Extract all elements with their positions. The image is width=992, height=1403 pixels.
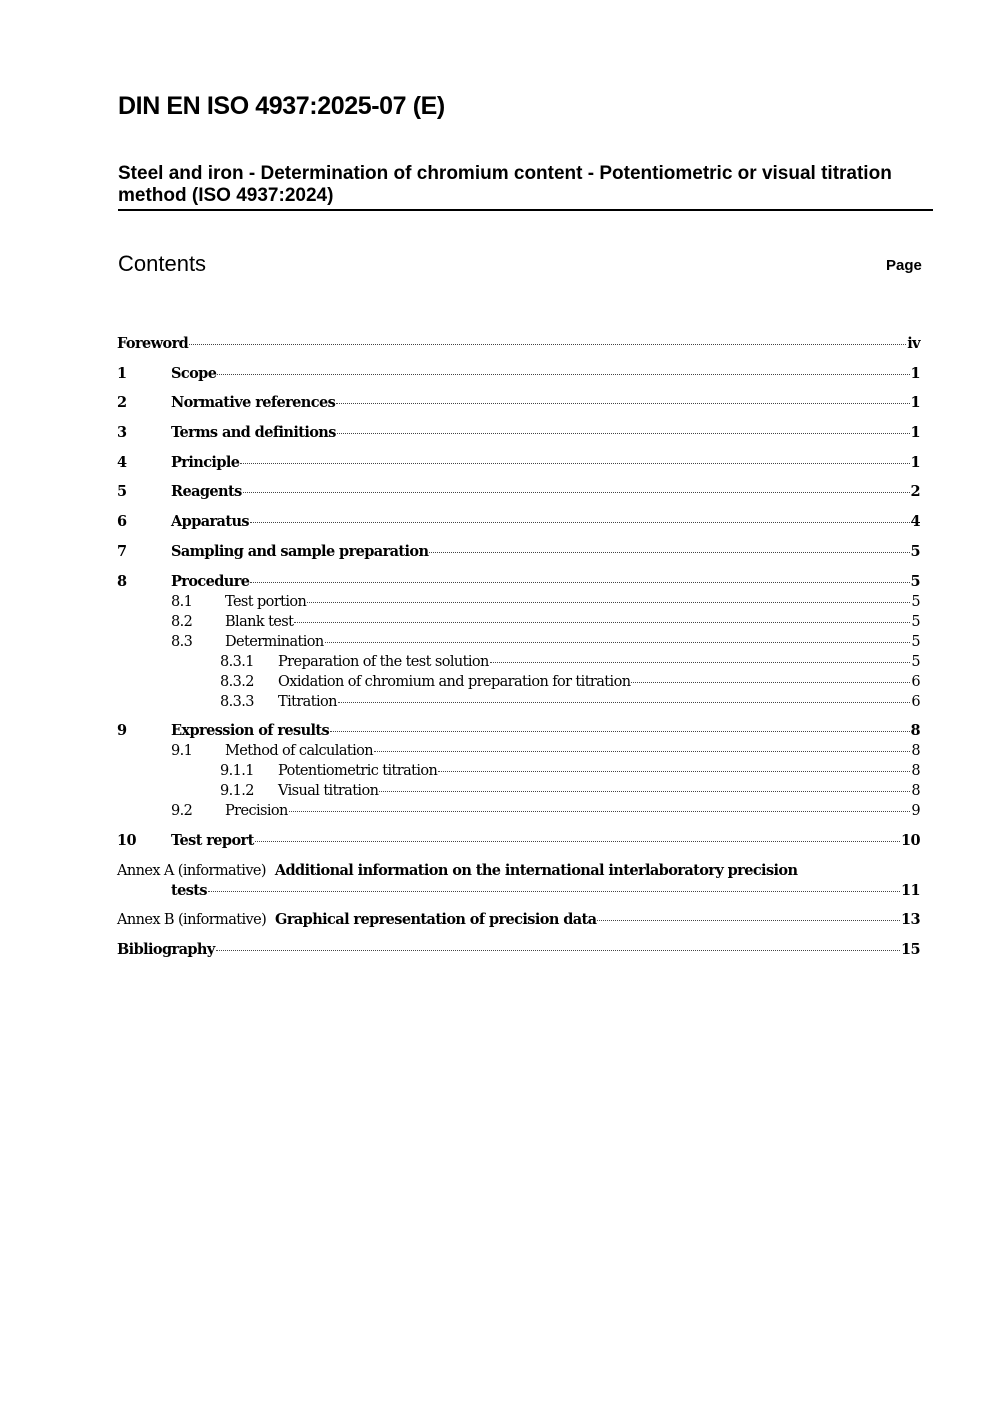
toc-label: Apparatus bbox=[171, 513, 249, 531]
toc-number: 9.1 bbox=[171, 743, 193, 760]
contents-heading: Contents bbox=[118, 251, 207, 276]
annex-a-prefix: Annex A (informative) bbox=[117, 862, 266, 879]
toc-number: 8.2 bbox=[171, 613, 193, 630]
annex-a-first-line bbox=[117, 861, 920, 881]
toc-label: Precision bbox=[225, 803, 288, 820]
dot-leader bbox=[330, 731, 909, 732]
toc-number: 8.3.2 bbox=[220, 673, 254, 690]
toc-number: 6 bbox=[117, 513, 127, 531]
toc-entry-preparation-test-solution[interactable] bbox=[117, 652, 920, 672]
toc-entry-visual-titration[interactable] bbox=[117, 781, 920, 801]
dot-leader bbox=[438, 771, 910, 772]
document-title: DIN EN ISO 4937:2025-07 (E) bbox=[118, 92, 445, 120]
dot-leader bbox=[307, 602, 910, 603]
dot-leader bbox=[217, 374, 909, 375]
toc-label: Blank test bbox=[225, 613, 294, 630]
toc-page-number: 15 bbox=[901, 940, 920, 958]
toc-page-number: 5 bbox=[911, 653, 920, 670]
toc-label: Principle bbox=[171, 453, 240, 471]
toc-number: 8 bbox=[117, 572, 127, 590]
toc-entry-annex-a[interactable] bbox=[117, 861, 920, 901]
toc-label: Normative references bbox=[171, 394, 336, 412]
toc-label: Method of calculation bbox=[225, 743, 373, 760]
toc-page-number: 8 bbox=[911, 763, 920, 780]
toc-number: 9.1.2 bbox=[220, 783, 254, 800]
dot-leader bbox=[216, 950, 900, 951]
toc-label: Reagents bbox=[171, 483, 242, 501]
dot-leader bbox=[250, 582, 909, 583]
annex-b-title: Graphical representation of precision data bbox=[275, 911, 597, 929]
dot-leader bbox=[289, 811, 911, 812]
toc-entry-normative-references[interactable] bbox=[117, 393, 920, 413]
toc-entry-determination[interactable] bbox=[117, 632, 920, 652]
toc-entry-expression-of-results[interactable] bbox=[117, 721, 920, 741]
toc-number: 10 bbox=[117, 831, 136, 849]
toc-label: Oxidation of chromium and preparation for titration bbox=[278, 673, 631, 690]
toc-page-number: 8 bbox=[911, 783, 920, 800]
toc-page-number: 5 bbox=[911, 593, 920, 610]
toc-number: 8.3.3 bbox=[220, 693, 254, 710]
toc-page-number: 1 bbox=[910, 364, 920, 382]
toc-entry-potentiometric-titration[interactable] bbox=[117, 761, 920, 781]
dot-leader bbox=[243, 492, 910, 493]
toc-entry-bibliography[interactable] bbox=[117, 940, 920, 960]
toc-entry-terms-and-definitions[interactable] bbox=[117, 423, 920, 443]
toc-label: Sampling and sample preparation bbox=[171, 542, 429, 560]
dot-leader bbox=[325, 642, 911, 643]
toc-page-number: 5 bbox=[911, 613, 920, 630]
annex-a-title: Additional information on the international interlaboratory precision bbox=[274, 861, 798, 879]
toc-entry-blank-test[interactable] bbox=[117, 612, 920, 632]
toc-label bbox=[117, 910, 596, 930]
toc-page-number: 5 bbox=[910, 572, 920, 590]
dot-leader bbox=[337, 433, 910, 434]
toc-page-number: 5 bbox=[911, 633, 920, 650]
toc-page-number: 1 bbox=[910, 424, 920, 442]
toc-entry-apparatus[interactable] bbox=[117, 512, 920, 532]
annex-a-continuation bbox=[117, 881, 920, 901]
toc-number: 2 bbox=[117, 394, 127, 412]
dot-leader bbox=[631, 682, 910, 683]
dot-leader bbox=[208, 891, 900, 892]
toc-entry-sampling[interactable] bbox=[117, 542, 920, 562]
toc-page-number: 6 bbox=[911, 693, 920, 710]
toc-page-number: 1 bbox=[910, 394, 920, 412]
dot-leader bbox=[336, 403, 909, 404]
dot-leader bbox=[250, 522, 910, 523]
dot-leader bbox=[490, 662, 911, 663]
toc-label: Bibliography bbox=[117, 940, 215, 958]
dot-leader bbox=[379, 791, 910, 792]
toc-page-number: 6 bbox=[911, 673, 920, 690]
toc-page-number: 11 bbox=[901, 881, 920, 899]
toc-entry-precision[interactable] bbox=[117, 801, 920, 821]
toc-page-number: 8 bbox=[911, 743, 920, 760]
toc-page-number: 8 bbox=[910, 722, 920, 740]
toc-number: 8.1 bbox=[171, 593, 193, 610]
toc-entry-scope[interactable] bbox=[117, 364, 920, 384]
toc-number: 8.3 bbox=[171, 633, 193, 650]
toc-page-number: 4 bbox=[910, 513, 920, 531]
dot-leader bbox=[597, 920, 900, 921]
toc-entry-method-of-calculation[interactable] bbox=[117, 741, 920, 761]
toc-page-number: 9 bbox=[911, 803, 920, 820]
toc-page-number: 2 bbox=[910, 483, 920, 501]
dot-leader bbox=[374, 751, 910, 752]
toc-number: 7 bbox=[117, 542, 127, 560]
toc-label: Test portion bbox=[225, 593, 307, 610]
page-column-heading: Page bbox=[886, 257, 922, 274]
toc-page-number: 10 bbox=[901, 831, 920, 849]
toc-entry-titration[interactable] bbox=[117, 692, 920, 712]
toc-label: Titration bbox=[278, 693, 337, 710]
toc-number: 1 bbox=[117, 364, 127, 382]
toc-page-number: iv bbox=[907, 335, 920, 352]
dot-leader bbox=[189, 344, 906, 345]
toc-label: Visual titration bbox=[278, 783, 379, 800]
document-subtitle: Steel and iron - Determination of chromium content - Potentiometric or visual titration method (ISO 4937:2024) bbox=[118, 163, 933, 211]
dot-leader bbox=[255, 841, 900, 842]
toc-label: Foreword bbox=[117, 335, 189, 352]
toc-number: 8.3.1 bbox=[220, 653, 254, 670]
toc-label: Procedure bbox=[171, 572, 250, 590]
toc-number: 9.1.1 bbox=[220, 763, 254, 780]
annex-b-prefix: Annex B (informative) bbox=[117, 912, 267, 929]
toc-label: Scope bbox=[171, 364, 217, 382]
toc-entry-procedure[interactable] bbox=[117, 572, 920, 592]
toc-number: 9.2 bbox=[171, 803, 193, 820]
toc-page-number: 5 bbox=[910, 542, 920, 560]
toc-entry-oxidation-of-chromium[interactable] bbox=[117, 672, 920, 692]
toc-number: 3 bbox=[117, 424, 127, 442]
toc-entry-reagents[interactable] bbox=[117, 482, 920, 502]
toc-entry-test-portion[interactable] bbox=[117, 592, 920, 612]
toc-number: 5 bbox=[117, 483, 127, 501]
toc-entry-annex-b[interactable] bbox=[117, 910, 920, 930]
table-of-contents bbox=[117, 334, 920, 960]
toc-number: 9 bbox=[117, 722, 127, 740]
toc-label: Determination bbox=[225, 633, 324, 650]
toc-page-number: 1 bbox=[910, 453, 920, 471]
dot-leader bbox=[429, 552, 909, 553]
dot-leader bbox=[294, 622, 910, 623]
toc-label: Expression of results bbox=[171, 722, 330, 740]
toc-label: Potentiometric titration bbox=[278, 763, 438, 780]
dot-leader bbox=[338, 702, 911, 703]
toc-page-number: 13 bbox=[901, 911, 920, 929]
annex-a-title-continued: tests bbox=[171, 881, 207, 899]
toc-number: 4 bbox=[117, 453, 127, 471]
dot-leader bbox=[240, 463, 909, 464]
toc-entry-foreword[interactable] bbox=[117, 334, 920, 354]
toc-label: Preparation of the test solution bbox=[278, 653, 489, 670]
toc-entry-test-report[interactable] bbox=[117, 831, 920, 851]
toc-label: Test report bbox=[171, 831, 254, 849]
toc-label: Terms and definitions bbox=[171, 424, 336, 442]
toc-entry-principle[interactable] bbox=[117, 453, 920, 473]
